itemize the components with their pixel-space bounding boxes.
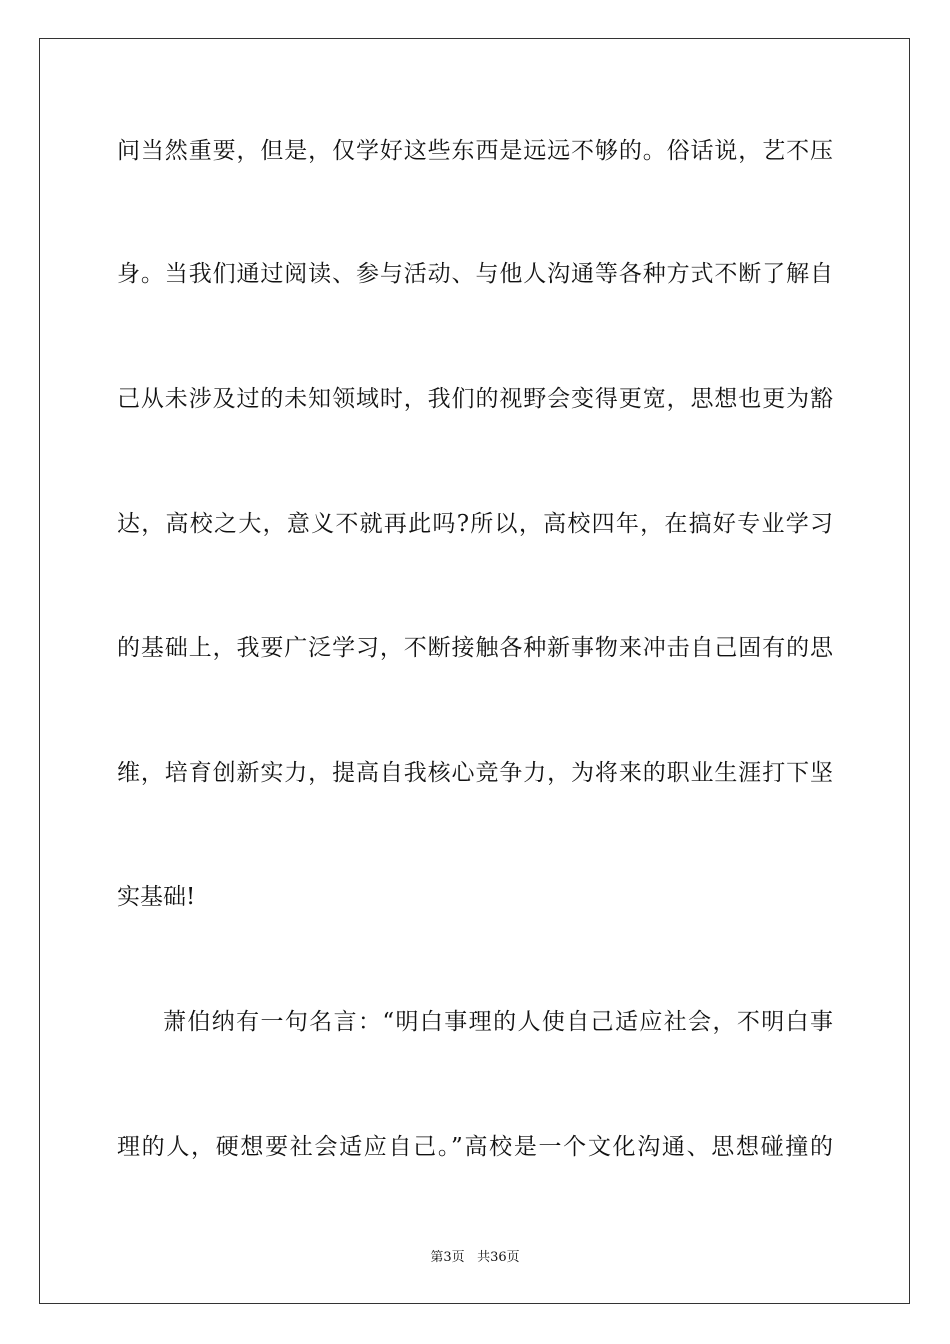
text-line-2: 身。当我们通过阅读、参与活动、与他人沟通等各种方式不断了解自: [117, 261, 833, 287]
page-total: 共36页: [477, 1250, 520, 1265]
text-line-9: 理的人，硬想要社会适应自己。”高校是一个文化沟通、思想碰撞的: [117, 1134, 833, 1160]
text-line-4: 达，高校之大，意义不就再此吗?所以，高校四年，在搞好专业学习: [117, 511, 833, 537]
text-line-8: 萧伯纳有一句名言：“明白事理的人使自己适应社会，不明白事: [163, 1009, 833, 1035]
page-border: [39, 38, 910, 1304]
page-number: 第3页: [430, 1250, 465, 1265]
text-line-3: 己从未涉及过的未知领域时，我们的视野会变得更宽，思想也更为豁: [117, 386, 833, 412]
text-line-6: 维，培育创新实力，提高自我核心竞争力，为将来的职业生涯打下坚: [117, 760, 833, 786]
text-line-5: 的基础上，我要广泛学习，不断接触各种新事物来冲击自己固有的思: [117, 635, 833, 661]
text-line-1: 问当然重要，但是，仅学好这些东西是远远不够的。俗话说，艺不压: [117, 138, 833, 164]
page-footer: [0, 1248, 950, 1268]
text-line-7: 实基础!: [117, 884, 196, 910]
